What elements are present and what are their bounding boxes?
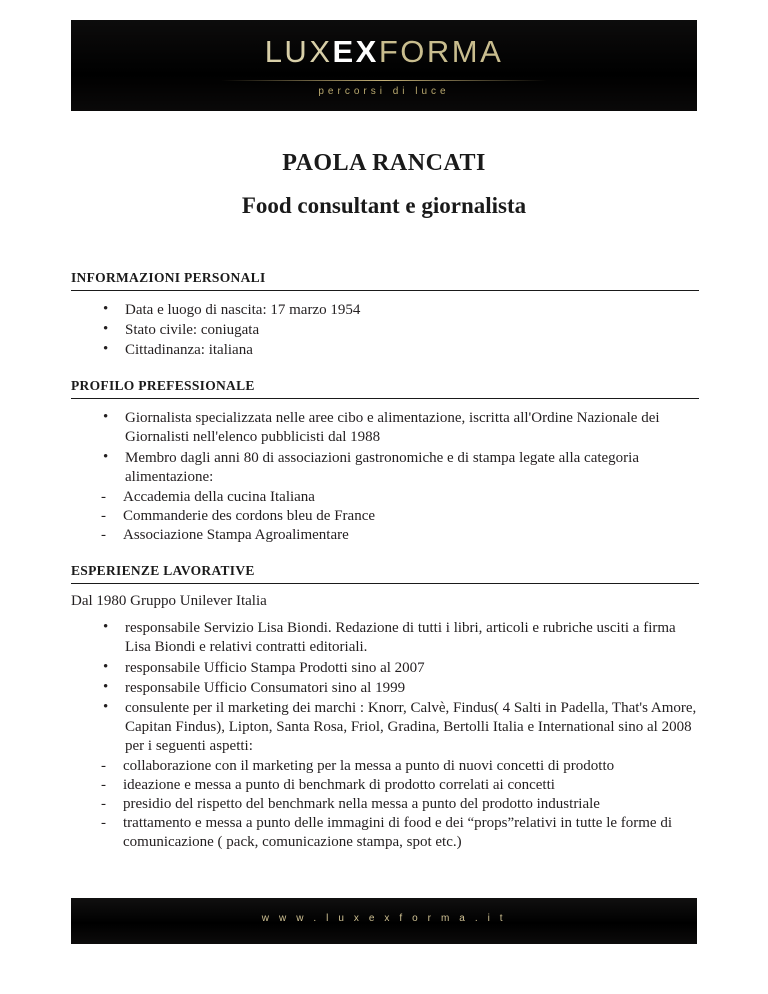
- list-item: • responsabile Ufficio Stampa Prodotti sino al 2007: [99, 659, 699, 678]
- section-heading: ESPERIENZE LAVORATIVE: [71, 563, 699, 584]
- bullet-list: [71, 301, 699, 360]
- list-item: • consulente per il marketing dei marchi : Knorr, Calvè, Findus( 4 Salti in Padella, That's Amore, Capitan Findus), Lipton, Santa Rosa, Friol, Gradina, Bertolli Italia e International sino al 2008 per i seguenti aspetti:: [99, 699, 699, 756]
- brand-tagline: percorsi di luce: [318, 86, 450, 97]
- banner-divider: [221, 80, 547, 81]
- list-item: • responsabile Servizio Lisa Biondi. Redazione di tutti i libri, articoli e rubriche usciti a firma Lisa Biondi e relativi contratti editoriali.: [99, 619, 699, 657]
- brand-logo: [71, 36, 697, 67]
- list-item: - collaborazione con il marketing per la messa a punto di nuovi concetti di prodotto: [97, 757, 699, 776]
- list-item: • Giornalista specializzata nelle aree cibo e alimentazione, iscritta all'Ordine Nazionale dei Giornalisti nell'elenco pubblicisti dal 1988: [99, 409, 699, 447]
- bullet-list: [71, 619, 699, 756]
- section-intro: Dal 1980 Gruppo Unilever Italia: [71, 593, 267, 609]
- footer-banner: [71, 898, 697, 944]
- section-heading: PROFILO PREFESSIONALE: [71, 378, 699, 399]
- section-esperienze-lavorative: [71, 563, 699, 852]
- list-item: - trattamento e messa a punto delle immagini di food e dei “props”relativi in tutte le forme di comunicazione ( pack, comunicazione stampa, spot etc.): [97, 814, 699, 852]
- list-item: - Associazione Stampa Agroalimentare: [97, 526, 699, 545]
- list-item: - Commanderie des cordons bleu de France: [97, 507, 699, 526]
- list-item: - Accademia della cucina Italiana: [97, 488, 699, 507]
- list-item: • Data e luogo di nascita: 17 marzo 1954: [99, 301, 699, 320]
- list-item: - presidio del rispetto del benchmark nella messa a punto del prodotto industriale: [97, 795, 699, 814]
- list-item: • Stato civile: coniugata: [99, 321, 699, 340]
- list-item: - ideazione e messa a punto di benchmark di prodotto correlati ai concetti: [97, 776, 699, 795]
- page-subtitle: Food consultant e giornalista: [241, 193, 527, 218]
- list-item: • Membro dagli anni 80 di associazioni gastronomiche e di stampa legate alla categoria alimentazione:: [99, 449, 699, 487]
- page-title: PAOLA RANCATI: [282, 150, 486, 176]
- footer-website: w w w . l u x e x f o r m a . i t: [261, 913, 507, 924]
- brand-logo-part3: FORMA: [378, 34, 504, 69]
- section-profilo-prefessionale: [71, 378, 699, 545]
- bullet-list: [71, 409, 699, 487]
- brand-logo-part1: LUX: [264, 34, 333, 69]
- sub-list: [71, 488, 699, 545]
- header-banner: [71, 20, 697, 111]
- brand-logo-part2: EX: [332, 34, 379, 69]
- section-heading: INFORMAZIONI PERSONALI: [71, 270, 699, 291]
- section-informazioni-personali: [71, 270, 699, 360]
- list-item: • Cittadinanza: italiana: [99, 341, 699, 360]
- list-item: • responsabile Ufficio Consumatori sino al 1999: [99, 679, 699, 698]
- document-content: [71, 270, 699, 870]
- sub-list: [71, 757, 699, 852]
